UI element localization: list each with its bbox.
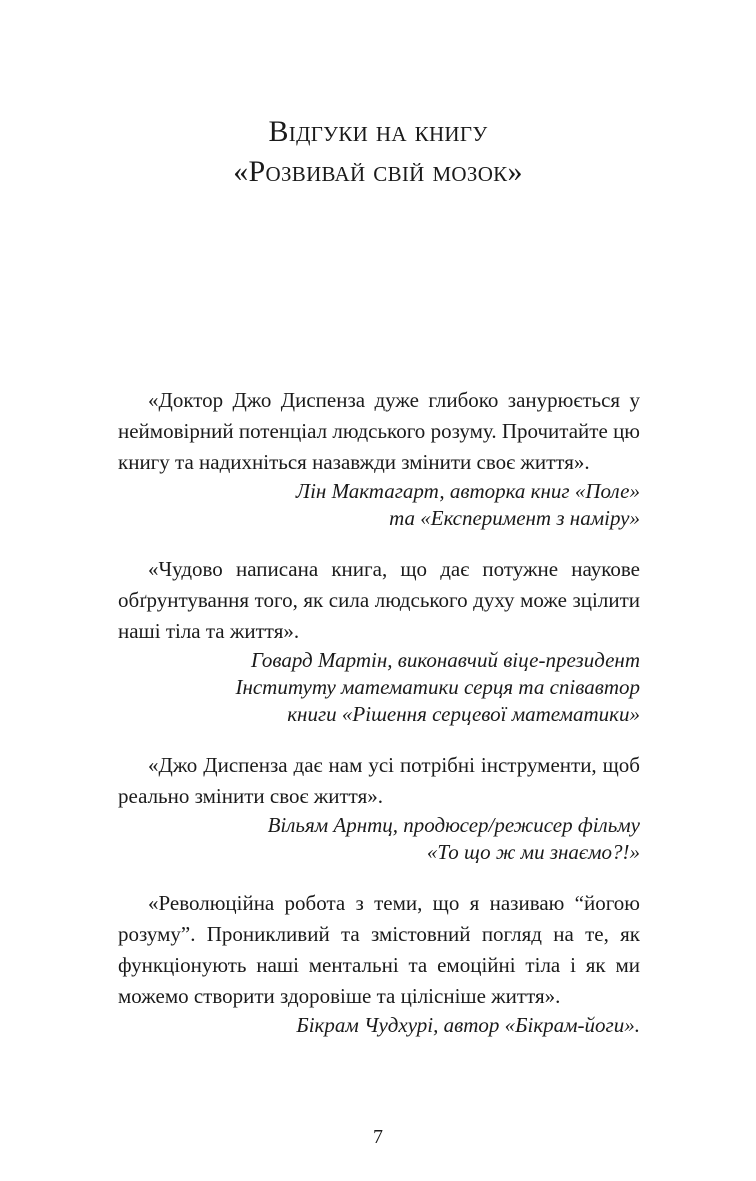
page-title (0, 112, 756, 192)
review-quote: «Доктор Джо Диспенза дуже глибоко занурюється у неймовірний потенціал людського розуму. Прочитайте цю книгу та надихніться назавжди змінити своє життя». (118, 388, 640, 474)
review-attribution (118, 812, 640, 866)
review-item (118, 554, 640, 728)
page-number: 7 (373, 1126, 383, 1148)
attribution-line: Бікрам Чудхурі, автор «Бікрам-йоги». (296, 1013, 640, 1037)
review-item (118, 385, 640, 532)
review-attribution (118, 478, 640, 532)
review-item (118, 888, 640, 1039)
attribution-line: та «Експеримент з наміру» (389, 506, 640, 530)
review-quote: «Революційна робота з теми, що я називаю “йогою розуму”. Проникливий та змістовний погляд на те, як функціонують наші ментальні та емоційні тіла і як ми можемо створити здоровіше та цілісніше життя». (118, 891, 640, 1008)
attribution-line: Говард Мартін, виконавчий віце-президент (250, 648, 640, 672)
review-item (118, 750, 640, 866)
title-line-1: Відгуки на книгу (268, 115, 488, 148)
review-attribution (118, 1012, 640, 1039)
attribution-line: книги «Рішення серцевої математики» (287, 702, 640, 726)
review-quote: «Чудово написана книга, що дає потужне наукове обґрунтування того, як сила людського духу може зцілити наші тіла та життя». (118, 557, 640, 643)
attribution-line: Вільям Арнтц, продюсер/режисер фільму (267, 813, 640, 837)
title-line-2: «Розвивай свій мозок» (233, 155, 523, 188)
review-quote: «Джо Диспенза дає нам усі потрібні інструменти, щоб реально змінити своє життя». (118, 753, 640, 808)
reviews-section (118, 385, 640, 1061)
attribution-line: Лін Мактагарт, авторка книг «Поле» (295, 479, 640, 503)
review-attribution (118, 647, 640, 728)
attribution-line: «То що ж ми знаємо?!» (426, 840, 640, 864)
attribution-line: Інституту математики серця та співавтор (235, 675, 640, 699)
